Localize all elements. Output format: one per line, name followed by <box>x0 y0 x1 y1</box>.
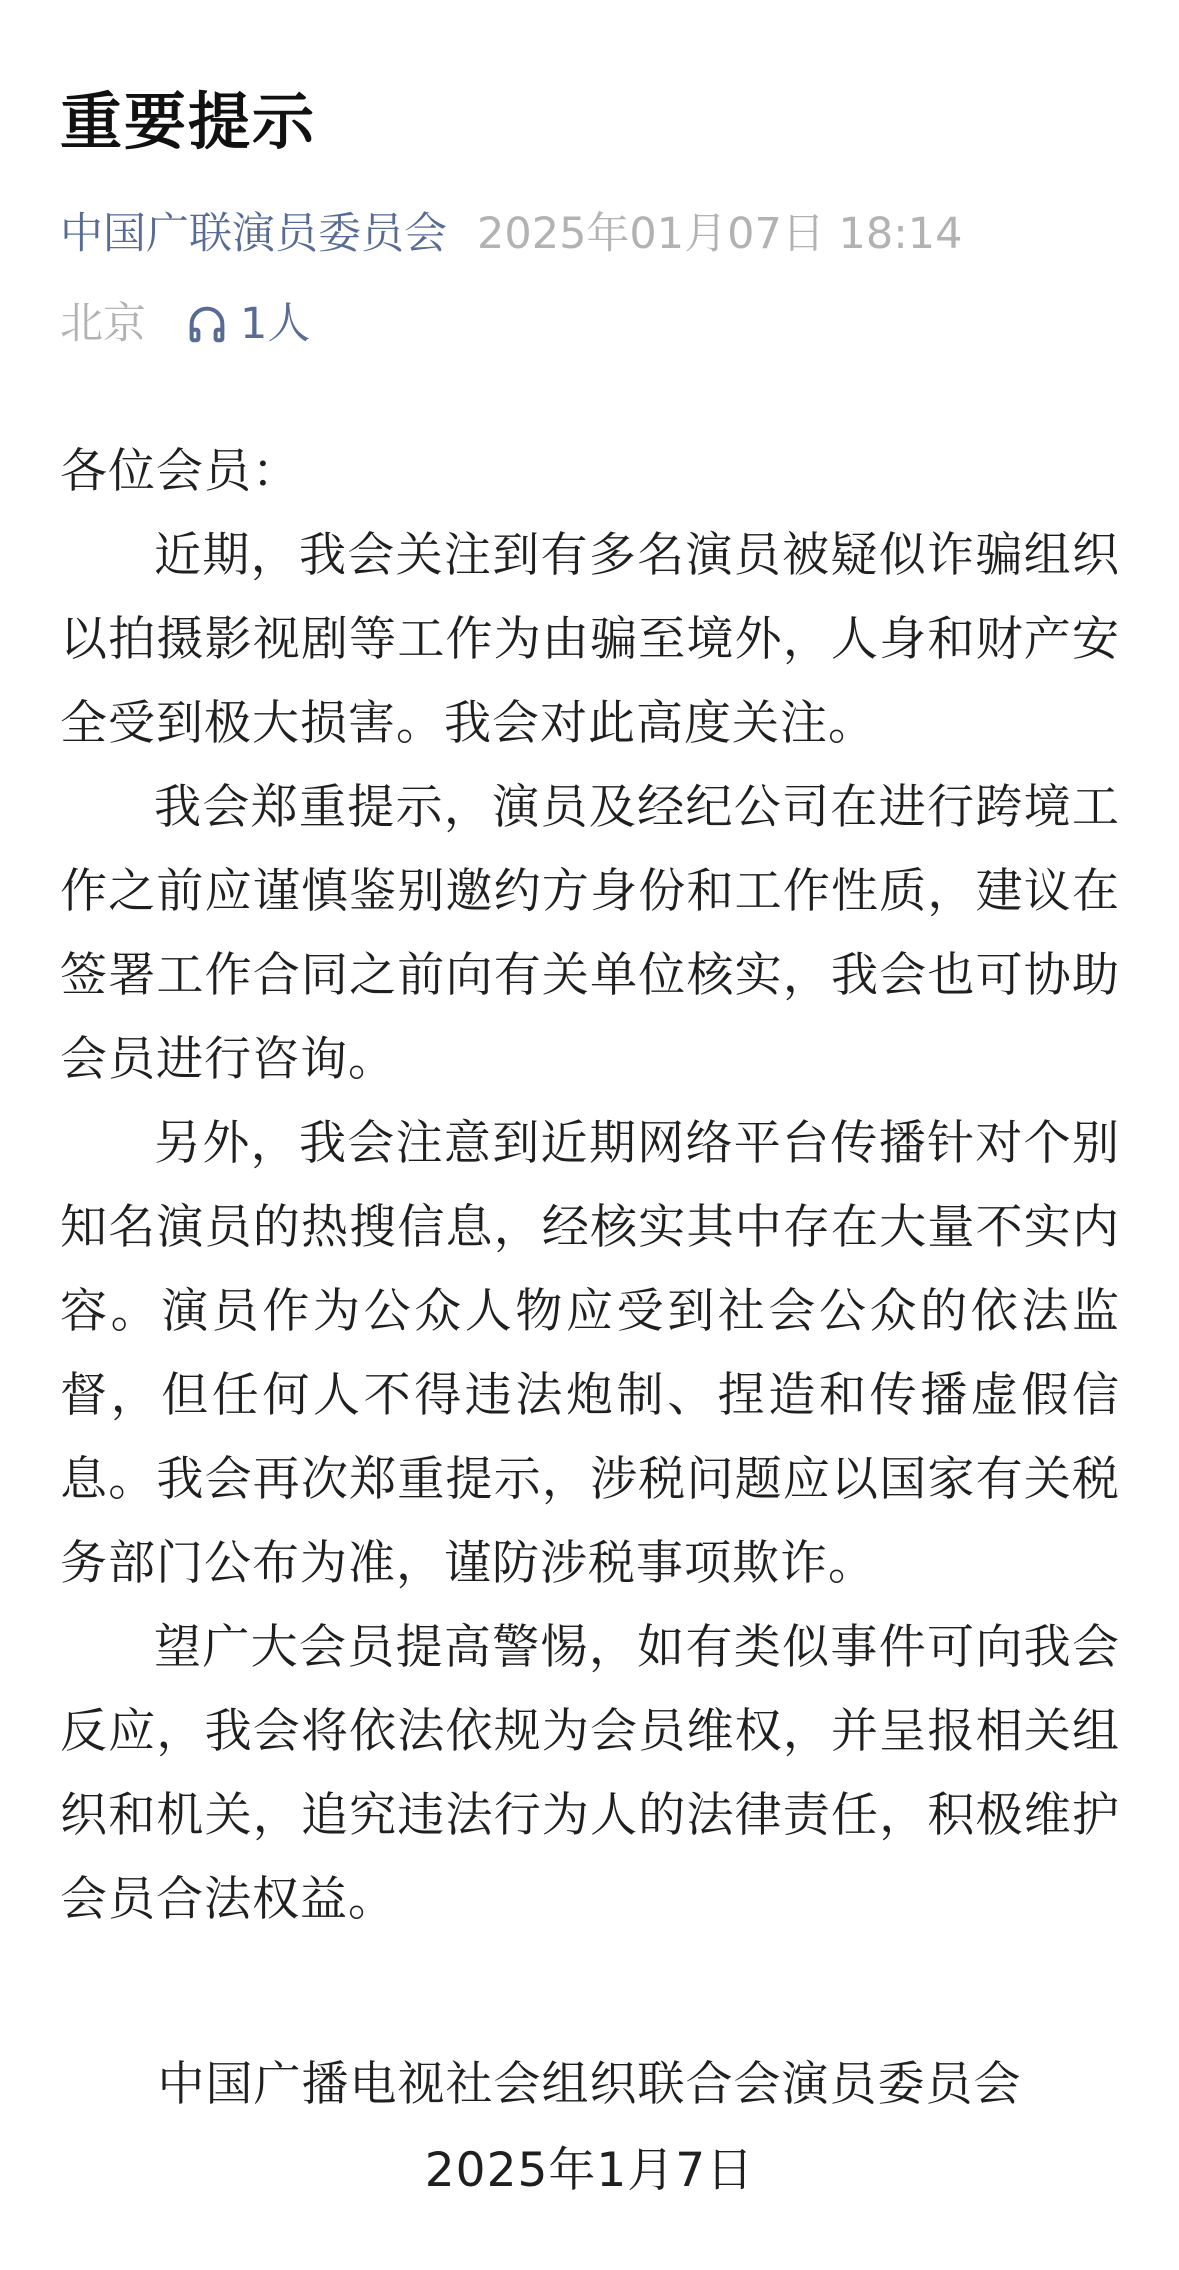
article-meta-row <box>60 204 962 264</box>
article-body <box>60 430 1120 1942</box>
publish-time: 2025年01月07日 18:14 <box>477 209 963 259</box>
listen-count: 1人 <box>240 299 311 349</box>
signature-date: 2025年1月7日 <box>424 2143 755 2198</box>
article-title: 重要提示 <box>60 85 317 158</box>
signature-block <box>0 2042 1179 2214</box>
listen-button[interactable] <box>184 294 310 354</box>
paragraph-2: 我会郑重提示，演员及经纪公司在进行跨境工作之前应谨慎鉴别邀约方身份和工作性质，建议在签署工作合同之前向有关单位核实，我会也可协助会员进行咨询。 <box>60 780 1120 1087</box>
signature-organization: 中国广播电视社会组织联合会演员委员会 <box>157 2057 1022 2112</box>
article-meta-row-2 <box>60 294 310 354</box>
paragraph-3: 另外，我会注意到近期网络平台传播针对个别知名演员的热搜信息，经核实其中存在大量不实内容。演员作为公众人物应受到社会公众的依法监督，但任何人不得违法炮制、捏造和传播虚假信息。我会再次郑重提示，涉税问题应以国家有关税务部门公布为准，谨防涉税事项欺诈。 <box>60 1116 1120 1591</box>
paragraph-4: 望广大会员提高警惕，如有类似事件可向我会反应，我会将依法依规为会员维权，并呈报相关组织和机关，追究违法行为人的法律责任，积极维护会员合法权益。 <box>60 1620 1120 1927</box>
headphones-icon <box>184 301 230 347</box>
account-name-link[interactable]: 中国广联演员委员会 <box>60 209 447 259</box>
paragraph-1: 近期，我会关注到有多名演员被疑似诈骗组织以拍摄影视剧等工作为由骗至境外，人身和财产安全受到极大损害。我会对此高度关注。 <box>60 528 1120 751</box>
publish-location: 北京 <box>60 299 146 349</box>
greeting: 各位会员： <box>60 444 300 499</box>
